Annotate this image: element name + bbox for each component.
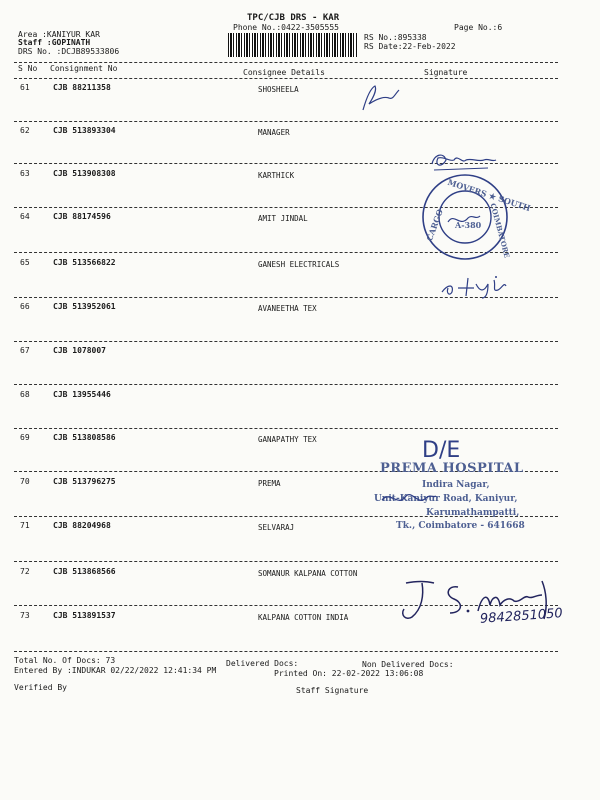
row-sno: 65 <box>20 258 30 267</box>
stamp-top-text: MOVERS ★ SOUTH <box>446 176 532 214</box>
row-sno: 67 <box>20 346 30 355</box>
row-divider <box>14 605 558 606</box>
row-consignment: CJB 513808586 <box>53 433 116 442</box>
col-signature: Signature <box>424 68 468 77</box>
row-consignment: CJB 513891537 <box>53 611 116 620</box>
row-sno: 71 <box>20 521 30 530</box>
non-delivered-docs: Non Delivered Docs: <box>362 660 454 669</box>
signature-row-62 <box>428 146 498 176</box>
page-number: Page No.:6 <box>454 23 503 32</box>
stamp-right-text: COIMBATORE <box>488 202 512 259</box>
hospital-line-4: Tk., Coimbatore - 641668 <box>396 521 525 531</box>
rs-date: RS Date:22-Feb-2022 <box>364 42 456 51</box>
drs-number: DRS No. :DCJB89533806 <box>18 47 120 56</box>
hospital-line-2: Unit-Kaniyur Road, Kaniyur, <box>374 494 518 504</box>
col-sno: S No <box>18 64 38 73</box>
verified-by: Verified By <box>14 683 67 692</box>
row-consignee: SOMANUR KALPANA COTTON <box>258 569 358 578</box>
document-title: TPC/CJB DRS - KAR <box>247 13 340 23</box>
area-label: Area :KANIYUR KAR <box>18 30 100 39</box>
row-consignment: CJB 88204968 <box>53 521 111 530</box>
staff-signature-label: Staff Signature <box>296 686 369 695</box>
signature-row-61 <box>355 82 405 114</box>
row-sno: 68 <box>20 390 30 399</box>
hospital-name: PREMA HOSPITAL <box>380 461 524 476</box>
col-consignment: Consignment No <box>50 64 118 73</box>
row-consignee: AMIT JINDAL <box>258 214 308 223</box>
row-consignment: CJB 513868566 <box>53 567 116 576</box>
row-consignment: CJB 513908308 <box>53 169 116 178</box>
row-consignment: CJB 513952061 <box>53 302 116 311</box>
column-divider <box>14 78 558 79</box>
row-sno: 63 <box>20 169 30 178</box>
row-divider <box>14 651 558 652</box>
row-sno: 69 <box>20 433 30 442</box>
staff-label: Staff :GOPINATH <box>18 38 91 47</box>
row-consignment: CJB 1078007 <box>53 346 106 355</box>
row-consignee: MANAGER <box>258 128 290 137</box>
row-sno: 62 <box>20 126 30 135</box>
barcode <box>228 33 358 57</box>
row-consignee: AVANEETHA TEX <box>258 304 317 313</box>
row-consignee: KALPANA COTTON INDIA <box>258 613 349 622</box>
row-consignee: SHOSHEELA <box>258 85 299 94</box>
row-divider <box>14 561 558 562</box>
hospital-line-1: Indira Nagar, <box>422 480 490 490</box>
col-consignee: Consignee Details <box>243 68 325 77</box>
row-consignment: CJB 88174596 <box>53 212 111 221</box>
row-consignment: CJB 88211358 <box>53 83 111 92</box>
row-divider <box>14 428 558 429</box>
hospital-handwritten-mark: D/E <box>422 438 461 463</box>
row-sno: 72 <box>20 567 30 576</box>
row-consignee: PREMA <box>258 479 281 488</box>
row-divider <box>14 384 558 385</box>
printed-on: Printed On: 22-02-2022 13:06:08 <box>274 669 424 678</box>
rs-number: RS No.:895338 <box>364 33 427 42</box>
entered-by: Entered By :INDUKAR 02/22/2022 12:41:34 PM <box>14 666 217 675</box>
stamp-side-text: CARGO <box>424 207 445 243</box>
stamp-center-text: A-380 <box>455 220 482 230</box>
row-divider <box>14 207 558 208</box>
row-consignment: CJB 513796275 <box>53 477 116 486</box>
row-sno: 66 <box>20 302 30 311</box>
row-consignee: KARTHICK <box>258 171 295 180</box>
row-consignment: CJB 513566822 <box>53 258 116 267</box>
row-divider <box>14 163 558 164</box>
handwritten-phone: 9842851050 <box>479 606 564 627</box>
row-divider <box>14 252 558 253</box>
delivered-docs: Delivered Docs: <box>226 659 299 668</box>
header-divider <box>14 62 558 63</box>
row-divider <box>14 121 558 122</box>
row-sno: 73 <box>20 611 30 620</box>
row-sno: 70 <box>20 477 30 486</box>
phone-number: Phone No.:0422-3505555 <box>233 23 339 32</box>
row-consignee: GANAPATHY TEX <box>258 435 317 444</box>
total-docs: Total No. Of Docs: 73 <box>14 656 116 665</box>
row-consignment: CJB 513893304 <box>53 126 116 135</box>
row-consignment: CJB 13955446 <box>53 390 111 399</box>
row-divider <box>14 341 558 342</box>
row-consignee: GANESH ELECTRICALS <box>258 260 340 269</box>
row-sno: 64 <box>20 212 30 221</box>
row-sno: 61 <box>20 83 30 92</box>
hospital-line-3: Karumathampatti, <box>426 508 520 518</box>
row-consignee: SELVARAJ <box>258 523 295 532</box>
row-divider <box>14 297 558 298</box>
